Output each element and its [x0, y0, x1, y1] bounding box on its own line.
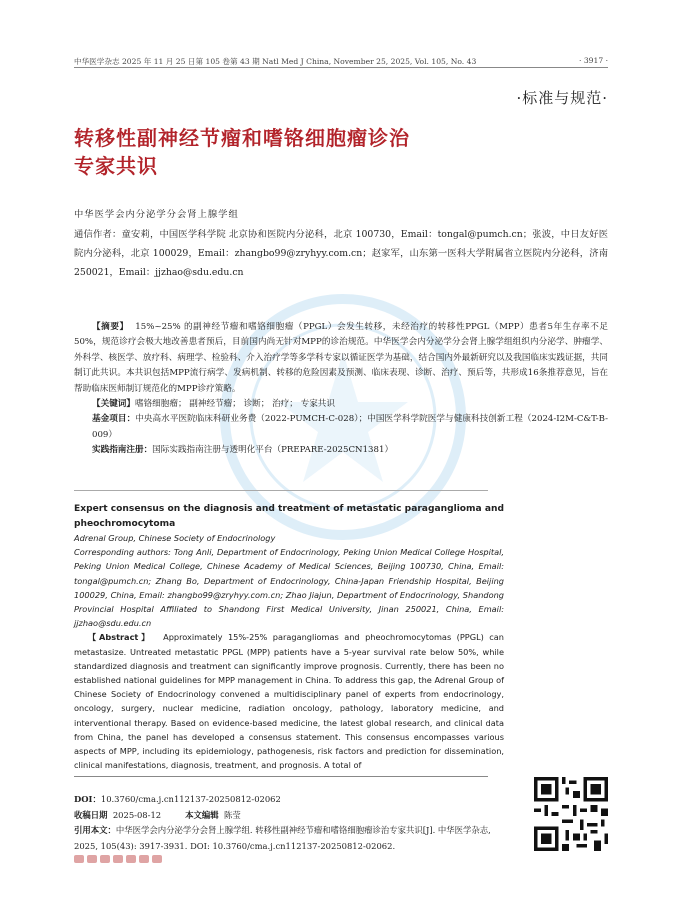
- doi-line: [74, 792, 514, 808]
- journal-logo-mark: [74, 852, 164, 866]
- citation-label: 引用本文：: [74, 825, 116, 835]
- citation-text: 中华医学会内分泌学分会肾上腺学组. 转移性副神经节瘤和嗜铬细胞瘤诊治专家共识[J]. 中华医学杂志, 2025, 105(43): 3917-3931. DOI: 10.3760/cma.j.cn112137-20250812-02062.: [74, 825, 491, 851]
- received-date: 2025-08-12: [112, 809, 162, 820]
- received-label: 收稿日期: [74, 809, 108, 820]
- author-block: [74, 206, 608, 282]
- keywords-text: 嗜铬细胞瘤； 副神经节瘤； 诊断； 治疗； 专家共识: [134, 399, 335, 410]
- qr-code-icon[interactable]: [534, 777, 608, 851]
- header-rule: [74, 67, 608, 68]
- section-category: ·标准与规范·: [516, 89, 608, 107]
- english-abstract-text: Approximately 15%-25% paragangliomas and pheochromocytomas (PPGL) can metastasize. Untreated metastatic PPGL (MPP) patients have a 5-year survival rate below 50%, while standardized diagnosis and treatment can significantly improve prognosis. Currently, there has been no established national guidelines for MPP management in China. To address this gap, the Adrenal Group of Chinese Society of Endocrinology convened a multidisciplinary panel of experts from endocrinology, oncology, surgery, nuclear medicine, radiation oncology, pathology, laboratory medicine, and interventional therapy. Based on evidence-based medicine, the latest global research, and clinical data from China, the panel has developed a consensus statement. This consensus encompasses various aspects of MPP, including its epidemiology, pathogenesis, risk factors and prediction for dissemination, clinical manifestations, diagnosis, treatment, and prognosis. A total of: [74, 632, 504, 771]
- abstract-cn-text: 15%~25% 的副神经节瘤和嗜铬细胞瘤（PPGL）会发生转移，未经治疗的转移性PPGL（MPP）患者5年生存率不足50%，规范诊疗会极大地改善患者预后，目前国内尚无针对MPP的诊治规范。中华医学会内分泌学分会肾上腺学组组织内分泌学、肿瘤学、外科学、核医学、放疗科、病理学、检验科、介入治疗学等多学科专家以循证医学为基础，结合国内外最新研究以及我国临床实践证据，共同制订此共识。本共识包括MPP流行病学、发病机制、转移的危险因素及预测、临床表现、诊断、治疗、预后等，共形成16条推荐意见，旨在帮助临床医师制订规范化的MPP诊疗策略。: [74, 322, 608, 394]
- keywords: [92, 397, 608, 412]
- funding-label: 基金项目：: [92, 414, 136, 425]
- english-corresponding-authors: Corresponding authors: Tong Anli, Department of Endocrinology, Peking Union Medical College Hospital, Peking Union Medical College, Chinese Academy of Medical Sciences, Beijing 100730, China, Email: tongal@pumch.cn; Zhang Bo, Department of Endocrinology, China-Japan Friendship Hospital, Beijing 100029, China, Email: zhangbo99@zryhyy.com.cn; Zhao Jiajun, Department of Endocrinology, Shandong Provincial Hospital Affiliated to Shandong First Medical University, Jinan 250021, China, Email: jjzhao@sdu.edu.cn: [74, 547, 504, 629]
- article-title-line-1: 转移性副神经节瘤和嗜铬细胞瘤诊治: [74, 126, 410, 150]
- abstract-chinese: [74, 320, 608, 459]
- registry-label: 实践指南注册：: [92, 445, 153, 456]
- article-title: [74, 124, 554, 180]
- running-head-journal: 中华医学杂志 2025 年 11 月 25 日第 105 卷第 43 期 Natl Med J China, November 25, 2025, Vol. 105, No. 43: [74, 57, 477, 66]
- guideline-registry: [92, 443, 608, 458]
- doi-link[interactable]: 10.3760/cma.j.cn112137-20250812-02062: [100, 794, 281, 804]
- doi-label: DOI：: [74, 794, 101, 804]
- page-number: · 3917 ·: [579, 56, 608, 65]
- section-divider: [74, 490, 488, 491]
- english-title: Expert consensus on the diagnosis and treatment of metastatic paraganglioma and pheochromocytoma: [74, 504, 504, 529]
- author-group: 中华医学会内分泌学分会肾上腺学组: [74, 209, 239, 220]
- article-title-line-2: 专家共识: [74, 154, 158, 178]
- running-head: [74, 56, 608, 67]
- keywords-label: 【关键词】: [92, 399, 135, 410]
- editor-label: 本文编辑: [185, 809, 219, 820]
- abstract-english: [74, 502, 504, 772]
- editor-name: 陈莹: [223, 809, 241, 820]
- article-footer: [74, 792, 514, 854]
- citation-line: [74, 823, 514, 854]
- english-abstract: [74, 630, 504, 772]
- corresponding-authors: 通信作者：童安莉，中国医学科学院 北京协和医院内分泌科，北京 100730，Email：tongal@pumch.cn；张波，中日友好医院内分泌科，北京 100029，Email：zhangbo99@zryhyy.com.cn；赵家军，山东第一医科大学附属省立医院内分泌科，济南 250021，Email：jjzhao@sdu.edu.cn: [74, 229, 608, 278]
- received-line: [74, 808, 514, 824]
- funding-text: 中央高水平医院临床科研业务费（2022-PUMCH-C-028）；中国医学科学院医学与健康科技创新工程（2024-I2M-C&T-B-009）: [92, 414, 608, 440]
- english-author-group: Adrenal Group, Chinese Society of Endocrinology: [74, 533, 276, 543]
- registry-text: 国际实践指南注册与透明化平台（PREPARE-2025CN1381）: [152, 445, 394, 456]
- abstract-cn-label: 【摘要】: [92, 322, 129, 332]
- footer-rule: [74, 776, 488, 777]
- english-abstract-label: 【Abstract】: [88, 632, 153, 643]
- funding: [92, 412, 608, 443]
